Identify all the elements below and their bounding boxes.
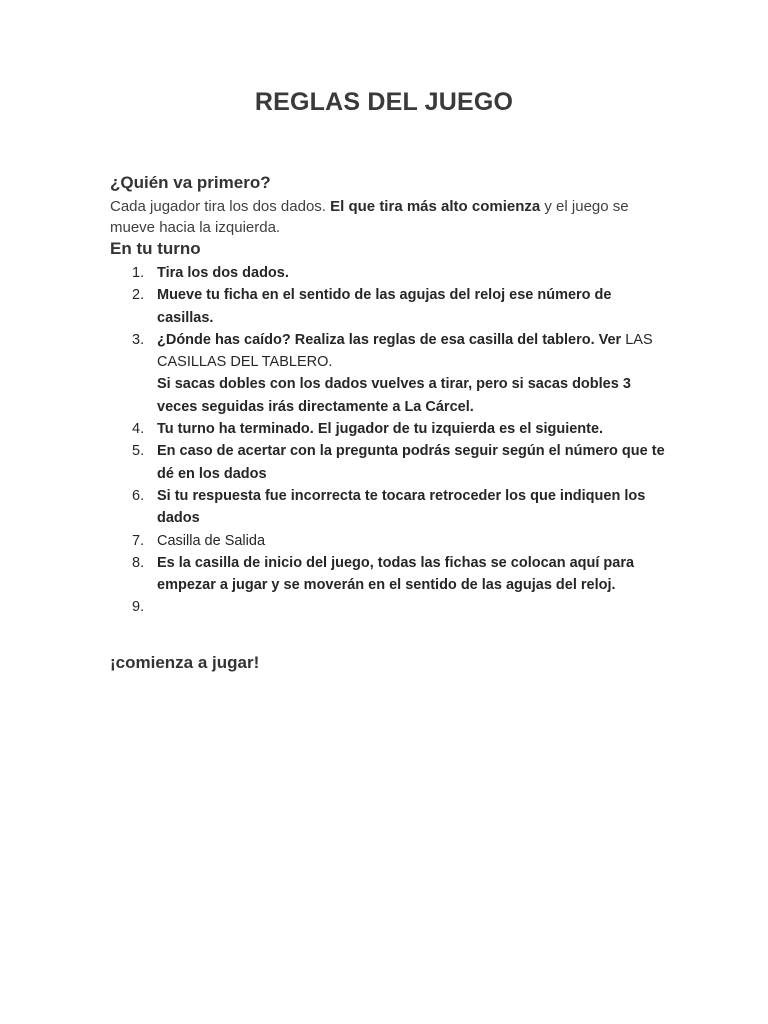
list-item bbox=[110, 596, 670, 618]
step-text-reference: LAS CASILLAS DEL TABLERO. bbox=[157, 331, 653, 371]
intro-text-bold: El que tira más alto comienza bbox=[330, 198, 541, 215]
intro-text-after: y el juego se mueve hacia la izquierda. bbox=[110, 198, 629, 236]
step-number: 2. bbox=[132, 287, 145, 304]
step-number: 4. bbox=[132, 421, 145, 438]
step-extra-text: Si sacas dobles con los dados vuelves a tirar, pero si sacas dobles 3 veces seguidas irás directamente a La Cárcel. bbox=[157, 376, 631, 415]
step-text: Casilla de Salida bbox=[157, 532, 266, 549]
list-item bbox=[110, 329, 670, 418]
list-item bbox=[110, 284, 670, 329]
step-number: 5. bbox=[132, 443, 145, 460]
heading-who-goes-first: ¿Quién va primero? bbox=[110, 173, 271, 192]
step-number: 8. bbox=[132, 554, 145, 571]
step-text: Es la casilla de inicio del juego, todas las fichas se colocan aquí para empezar a jugar y se moverán en el sentido de las agujas del reloj. bbox=[157, 554, 635, 594]
heading-your-turn: En tu turno bbox=[110, 239, 201, 258]
step-number: 3. bbox=[132, 331, 145, 348]
list-item bbox=[110, 552, 670, 597]
page-title: REGLAS DEL JUEGO bbox=[254, 88, 514, 116]
list-item bbox=[110, 530, 670, 552]
intro-text-before: Cada jugador tira los dos dados. bbox=[110, 198, 331, 215]
list-item bbox=[110, 262, 670, 284]
step-number: 1. bbox=[132, 265, 145, 281]
intro-paragraph bbox=[110, 196, 650, 238]
step-number: 6. bbox=[132, 487, 145, 504]
step-text: Tu turno ha terminado. El jugador de tu izquierda es el siguiente. bbox=[157, 421, 604, 438]
step-text bbox=[157, 596, 670, 618]
list-item bbox=[110, 485, 670, 530]
step-text: En caso de acertar con la pregunta podrás seguir según el número que te dé en los dados bbox=[157, 443, 665, 482]
step-number: 9. bbox=[132, 599, 145, 616]
step-text bbox=[157, 329, 670, 374]
step-number: 7. bbox=[132, 532, 145, 549]
list-item bbox=[110, 418, 670, 440]
closing-text: ¡comienza a jugar! bbox=[110, 653, 260, 672]
step-text-main: ¿Dónde has caído? Realiza las reglas de esa casilla del tablero. Ver bbox=[157, 331, 626, 348]
step-text: Tira los dos dados. bbox=[157, 265, 289, 281]
list-item bbox=[110, 440, 670, 485]
step-text: Si tu respuesta fue incorrecta te tocara retroceder los que indiquen los dados bbox=[157, 487, 646, 527]
step-text: Mueve tu ficha en el sentido de las agujas del reloj ese número de casillas. bbox=[157, 287, 612, 326]
turn-steps-list bbox=[110, 262, 670, 619]
